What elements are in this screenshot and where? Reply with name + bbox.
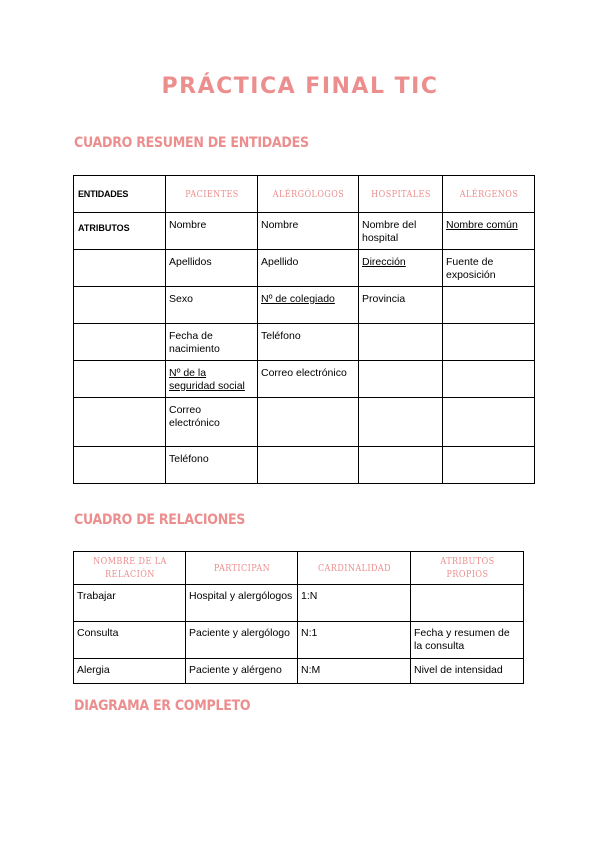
table-cell bbox=[166, 361, 258, 398]
table-cell bbox=[258, 324, 359, 361]
cell-text: Nivel de intensidad bbox=[414, 664, 503, 676]
table-cell bbox=[443, 250, 535, 287]
cell-text: Sexo bbox=[169, 293, 193, 305]
cell-text: Paciente y alergólogo bbox=[189, 627, 290, 639]
cell-text: Provincia bbox=[362, 293, 406, 305]
table-row bbox=[74, 659, 524, 684]
table-cell bbox=[258, 250, 359, 287]
cell-text bbox=[359, 398, 442, 404]
table-cell bbox=[443, 213, 535, 250]
table-cell bbox=[443, 324, 535, 361]
table-cell bbox=[166, 287, 258, 324]
cell-text: Correo electrónico bbox=[261, 367, 347, 379]
cell-text bbox=[359, 447, 442, 453]
table-row bbox=[74, 398, 535, 447]
column-header-alergenos: ALÉRGENOS bbox=[449, 176, 527, 213]
table-cell bbox=[166, 250, 258, 287]
table-cell bbox=[74, 659, 186, 684]
table-cell bbox=[359, 213, 443, 250]
cell-text bbox=[258, 447, 358, 453]
key-attribute-text: Dirección bbox=[362, 256, 406, 268]
table-cell bbox=[258, 398, 359, 447]
table-row bbox=[74, 250, 535, 287]
key-attribute-text: Nº de la seguridad social bbox=[169, 367, 245, 392]
table-cell bbox=[258, 213, 359, 250]
table-row bbox=[74, 447, 535, 484]
table-row bbox=[74, 213, 535, 250]
table-row bbox=[74, 622, 524, 659]
column-header-participants: PARTICIPAN bbox=[194, 552, 289, 585]
table-cell bbox=[166, 447, 258, 484]
table-cell bbox=[411, 622, 524, 659]
relations-table bbox=[73, 551, 524, 684]
table-cell bbox=[186, 585, 298, 622]
cell-text: Fecha y resumen de la consulta bbox=[414, 627, 510, 652]
table-cell bbox=[74, 287, 166, 324]
table-cell bbox=[166, 213, 258, 250]
cell-text: Apellido bbox=[261, 256, 299, 268]
cell-text: Nombre bbox=[261, 219, 299, 231]
cell-text bbox=[443, 324, 534, 330]
table-cell bbox=[74, 398, 166, 447]
table-row bbox=[74, 324, 535, 361]
diagram-section-heading: DIAGRAMA ER COMPLETO bbox=[74, 698, 251, 714]
table-header-row bbox=[74, 552, 524, 585]
cell-text: Alergia bbox=[77, 664, 110, 676]
cell-text bbox=[359, 324, 442, 330]
table-cell bbox=[74, 250, 166, 287]
cell-text: Apellidos bbox=[169, 256, 212, 268]
table-header-row bbox=[74, 176, 535, 213]
table-cell bbox=[443, 447, 535, 484]
cell-text bbox=[443, 447, 534, 453]
cell-text: Nombre bbox=[169, 219, 207, 231]
table-cell bbox=[298, 659, 411, 684]
table-cell bbox=[258, 447, 359, 484]
attributes-label: ATRIBUTOS bbox=[78, 223, 130, 233]
table-cell bbox=[359, 447, 443, 484]
cell-text bbox=[443, 361, 534, 367]
cell-text: Paciente y alérgeno bbox=[189, 664, 282, 676]
table-cell bbox=[74, 361, 166, 398]
key-attribute-text: Nombre común bbox=[446, 219, 518, 231]
table-cell bbox=[258, 287, 359, 324]
table-cell bbox=[74, 324, 166, 361]
table-cell bbox=[186, 659, 298, 684]
cell-text bbox=[258, 398, 358, 404]
cell-text: N:1 bbox=[301, 627, 318, 639]
cell-text: Nombre del hospital bbox=[362, 219, 417, 244]
table-cell bbox=[186, 622, 298, 659]
cell-text: Fecha de nacimiento bbox=[169, 330, 220, 355]
cell-text bbox=[443, 287, 534, 293]
cell-text: N:M bbox=[301, 664, 321, 676]
cell-text: Trabajar bbox=[77, 590, 116, 602]
table-cell bbox=[359, 324, 443, 361]
key-attribute-text: Nº de colegiado bbox=[261, 293, 335, 305]
table-cell bbox=[443, 398, 535, 447]
cell-text: Fuente de exposición bbox=[446, 256, 496, 281]
entities-section-heading: CUADRO RESUMEN DE ENTIDADES bbox=[74, 135, 309, 151]
cell-text bbox=[443, 398, 534, 404]
column-header-alergologos: ALÉRGÓLOGOS bbox=[265, 176, 351, 213]
cell-text: Correo electrónico bbox=[169, 404, 220, 429]
cell-text: Hospital y alergólogos bbox=[189, 590, 293, 602]
table-cell bbox=[258, 361, 359, 398]
table-cell bbox=[74, 447, 166, 484]
table-cell bbox=[443, 287, 535, 324]
table-cell bbox=[411, 659, 524, 684]
table-cell bbox=[359, 287, 443, 324]
table-cell bbox=[443, 361, 535, 398]
table-cell bbox=[166, 324, 258, 361]
column-header-own-attributes: ATRIBUTOS PROPIOS bbox=[419, 552, 515, 585]
table-cell bbox=[166, 398, 258, 447]
cell-text bbox=[411, 585, 523, 590]
attributes-label-cell bbox=[74, 213, 166, 250]
cell-text: Consulta bbox=[77, 627, 119, 639]
cell-text: 1:N bbox=[301, 590, 318, 602]
entities-header-label: ENTIDADES bbox=[74, 176, 166, 213]
column-header-cardinality: CARDINALIDAD bbox=[306, 552, 402, 585]
entities-summary-table bbox=[73, 175, 535, 484]
table-cell bbox=[359, 361, 443, 398]
cell-text bbox=[359, 361, 442, 367]
table-row bbox=[74, 287, 535, 324]
table-cell bbox=[411, 585, 524, 622]
cell-text: Teléfono bbox=[169, 453, 209, 465]
table-cell bbox=[359, 398, 443, 447]
table-cell bbox=[359, 250, 443, 287]
table-cell bbox=[298, 585, 411, 622]
table-row bbox=[74, 585, 524, 622]
table-cell bbox=[74, 585, 186, 622]
cell-text: Teléfono bbox=[261, 330, 301, 342]
column-header-relation-name: NOMBRE DE LA RELACIÓN bbox=[82, 552, 177, 585]
page-title: PRÁCTICA FINAL TIC bbox=[161, 74, 439, 99]
column-header-hospitales: HOSPITALES bbox=[365, 176, 436, 213]
table-cell bbox=[74, 622, 186, 659]
table-row bbox=[74, 361, 535, 398]
relations-section-heading: CUADRO DE RELACIONES bbox=[74, 512, 246, 528]
table-cell bbox=[298, 622, 411, 659]
column-header-pacientes: PACIENTES bbox=[172, 176, 250, 213]
